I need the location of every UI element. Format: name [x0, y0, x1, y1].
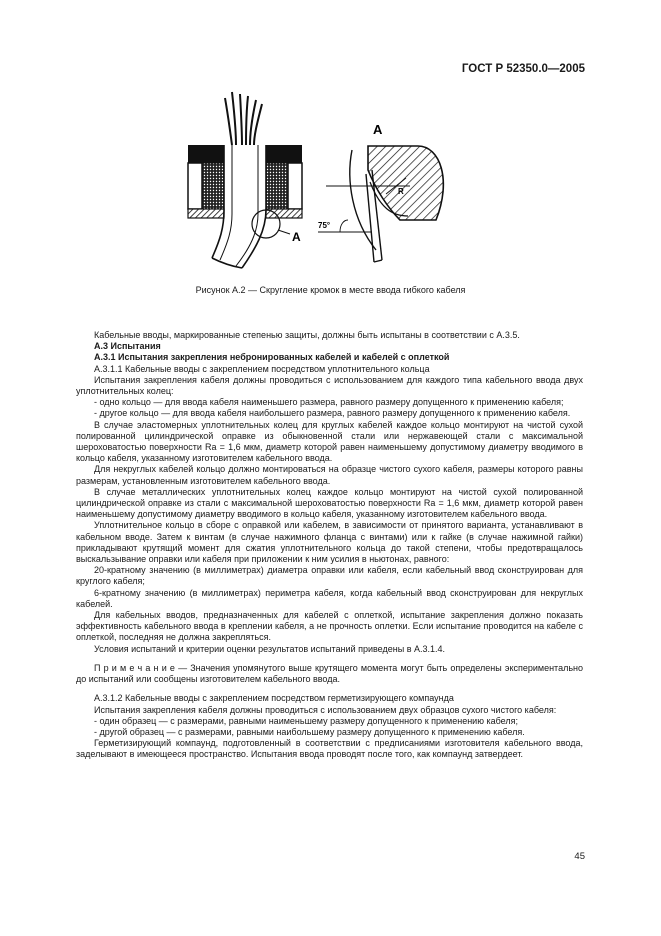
angle-label: 75° — [318, 221, 331, 230]
body-text — [76, 330, 583, 761]
clause-heading: А.3.1.1 Кабельные вводы с закреплением посредством уплотнительного кольца — [94, 363, 430, 374]
paragraph: В случае металлических уплотнительных колец каждое кольцо монтируют на чистой сухой полированной цилиндрической оправке из стали с максимальной шероховатостью поверхности Ra = 1,6 мкм, диаметр которой равен наименьшему допустимому диаметру вводимого в кольцо кабеля, указанному изготовителем кабельного ввода. — [76, 486, 583, 520]
gland-section — [188, 92, 302, 268]
page-number: 45 — [574, 851, 585, 862]
clause-heading: А.3.1.2 Кабельные вводы с закреплением посредством герметизирующего компаунда — [94, 693, 454, 704]
paragraph: Испытания закрепления кабеля должны проводиться с использованием для каждого типа кабельного ввода двух уплотнительных колец: — [76, 374, 583, 397]
paragraph: В случае эластомерных уплотнительных колец для круглых кабелей каждое кольцо монтируют на чистой сухой полированной цилиндрической оправке из обыкновенной стали или нержавеющей стали с максимальной шероховатостью поверхности Ra = 1,6 мкм, диаметр которой равен наименьшему допустимому диаметру вводимого в кольцо кабеля, указанному изготовителем кабельного ввода. — [76, 419, 583, 464]
figure-label-a: А — [292, 230, 301, 244]
paragraph: 20-кратному значению (в миллиметрах) диаметра оправки или кабеля, если кабельный ввод сконструирован для круглого кабеля; — [76, 565, 583, 587]
paragraph: Испытания закрепления кабеля должны проводиться с использованием двух образцов сухого чистого кабеля: — [94, 704, 557, 715]
paragraph: Уплотнительное кольцо в сборе с оправкой или кабелем, в зависимости от принятого варианта, устанавливают в кабельном вводе. Затем к винтам (в случае нажимного фланца с винтами) или к гайке (в случае нажимной гайки) прикладывают крутящий момент для сжатия уплотнительного кольца до такой степени, чтобы предотвращалось выскальзывание оправки или кабеля при приложении к ним усилия в ньютонах, равного: — [76, 520, 583, 565]
subsection-heading: А.3.1 Испытания закрепления небронированных кабелей и кабелей с оплеткой — [94, 352, 450, 363]
list-item: - одно кольцо — для ввода кабеля наименьшего размера, равного размеру допущенного к применению кабеля; — [94, 397, 564, 408]
figure-caption: Рисунок А.2 — Скругление кромок в месте ввода гибкого кабеля — [195, 285, 466, 295]
figure-cable-entry — [170, 90, 470, 280]
paragraph: Для некруглых кабелей кольцо должно монтироваться на образце чистого сухого кабеля, размеры которого равны размерам, установленным изготовителем кабельного ввода. — [76, 464, 583, 486]
paragraph: Условия испытаний и критерии оценки результатов испытаний приведены в А.3.1.4. — [94, 643, 445, 654]
paragraph: Кабельные вводы, маркированные степенью защиты, должны быть испытаны в соответствии с А.3.5. — [94, 330, 520, 340]
document-code: ГОСТ Р 52350.0—2005 — [461, 63, 585, 75]
paragraph: Герметизирующий компаунд, подготовленный в соответствии с предписаниями изготовителя кабельного ввода, заделывают в имеющееся пространство. Испытания ввода проводят после того, как компаунд затвердеет. — [76, 738, 583, 760]
list-item: - один образец — с размерами, равными наименьшему размеру допущенного к применению кабеля; — [94, 715, 518, 726]
list-item: - другой образец — с размерами, равными наибольшему размеру допущенного к применению кабеля. — [94, 726, 525, 737]
paragraph: 6-кратному значению (в миллиметрах) периметра кабеля, когда кабельный ввод сконструирован для некруглых кабелей. — [76, 587, 583, 609]
list-item: - другое кольцо — для ввода кабеля наибольшего размера, равного размеру допущенного к применению кабеля. — [94, 408, 571, 419]
paragraph: Для кабельных вводов, предназначенных для кабелей с оплеткой, испытание закрепления должно показать эффективность кабельного ввода в креплении кабеля, а не прочность оплетки. Если испытание проводится на кабеле с оплеткой, последняя не должна закрепляться. — [76, 610, 583, 643]
note: П р и м е ч а н и е — Значения упомянутого выше крутящего момента могут быть определены экспериментально до испытаний или сообщены изготовителем кабельного ввода. — [76, 662, 583, 685]
detail-a — [318, 146, 443, 262]
detail-label-a: А — [373, 122, 383, 137]
section-heading: А.3 Испытания — [94, 341, 161, 352]
radius-label: R — [398, 187, 404, 196]
